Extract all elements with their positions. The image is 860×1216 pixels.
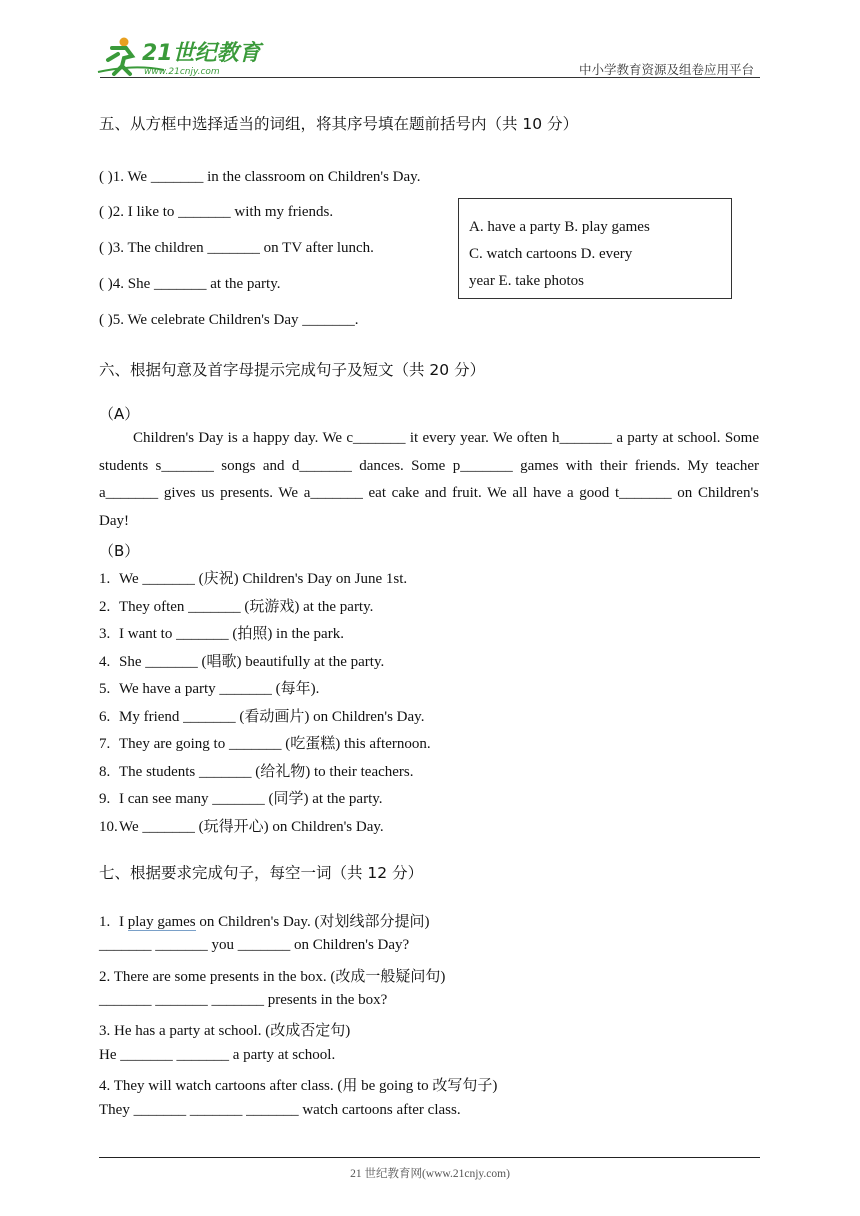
section7-q2: 2. There are some presents in the box. (改成一般疑问句)	[99, 969, 446, 985]
section7-q3-answer: He _______ _______ a party at school.	[99, 1047, 336, 1063]
section7-q2-answer: _______ _______ _______ presents in the box?	[99, 992, 388, 1008]
part-b-item: 8. The students _______ (给礼物) to their teachers.	[99, 764, 414, 780]
section5-item-5: ( )5. We celebrate Children's Day _______.	[99, 312, 359, 328]
logo-title: 21世纪教育	[142, 41, 261, 66]
header-platform-text: 中小学教育资源及组卷应用平台	[578, 62, 754, 77]
part-a-label: （A）	[99, 405, 140, 423]
section7-q4: 4. They will watch cartoons after class. (用 be going to 改写句子)	[99, 1078, 498, 1094]
header-divider	[100, 77, 760, 78]
part-a-text: Children's Day is a happy day. We c_______ it every year. We often h_______ a party at school. Some students s_______ songs and d_______ dances. Some p_______ games with their friends. My teacher a_______ gives us presents. We a_______ eat cake and fruit. We all have a good t_______ on Children's Day!	[99, 430, 759, 529]
part-b-item: 9. I can see many _______ (同学) at the party.	[99, 791, 383, 807]
part-a-passage	[99, 425, 759, 535]
section7-q1: 1. I play games on Children's Day. (对划线部分提问)	[99, 914, 430, 930]
box-line-2: C. watch cartoons D. every	[469, 246, 633, 262]
part-b-label: （B）	[99, 542, 140, 560]
section7-title: 七、根据要求完成句子，每空一词（共 12 分）	[99, 864, 424, 882]
footer-text: 21 世纪教育网(www.21cnjy.com)	[350, 1168, 510, 1180]
box-line-3: year E. take photos	[469, 273, 584, 289]
part-b-item: 7. They are going to _______ (吃蛋糕) this afternoon.	[99, 736, 431, 752]
part-b-item: 2. They often _______ (玩游戏) at the party.	[99, 599, 374, 615]
section5-item-2: ( )2. I like to _______ with my friends.	[99, 204, 334, 220]
footer-divider	[99, 1157, 760, 1158]
section5-title: 五、从方框中选择适当的词组，将其序号填在题前括号内（共 10 分）	[99, 115, 579, 133]
part-b-item: 3. I want to _______ (拍照) in the park.	[99, 626, 344, 642]
section7-q4-answer: They _______ _______ _______ watch cartoons after class.	[99, 1102, 461, 1118]
section7-q3: 3. He has a party at school. (改成否定句)	[99, 1023, 351, 1039]
section7-q1-answer: _______ _______ you _______ on Children's Day?	[99, 937, 410, 953]
logo-url: www.21cnjy.com	[144, 67, 220, 77]
section5-item-3: ( )3. The children _______ on TV after lunch.	[99, 240, 374, 256]
part-b-item: 5. We have a party _______ (每年).	[99, 681, 320, 697]
runner-logo-icon	[94, 34, 264, 78]
section5-item-1: ( )1. We _______ in the classroom on Children's Day.	[99, 169, 421, 185]
underlined-phrase: play games	[127, 914, 196, 930]
site-logo	[94, 34, 264, 78]
part-b-item: 4. She _______ (唱歌) beautifully at the party.	[99, 654, 385, 670]
section5-item-4: ( )4. She _______ at the party.	[99, 276, 281, 292]
box-line-1: A. have a party B. play games	[469, 219, 650, 235]
part-b-item: 6. My friend _______ (看动画片) on Children's Day.	[99, 709, 425, 725]
part-b-item: 1. We _______ (庆祝) Children's Day on June 1st.	[99, 571, 408, 587]
word-choice-box	[458, 198, 732, 299]
section6-title: 六、根据句意及首字母提示完成句子及短文（共 20 分）	[99, 361, 486, 379]
part-b-item: 10.We _______ (玩得开心) on Children's Day.	[99, 819, 384, 835]
